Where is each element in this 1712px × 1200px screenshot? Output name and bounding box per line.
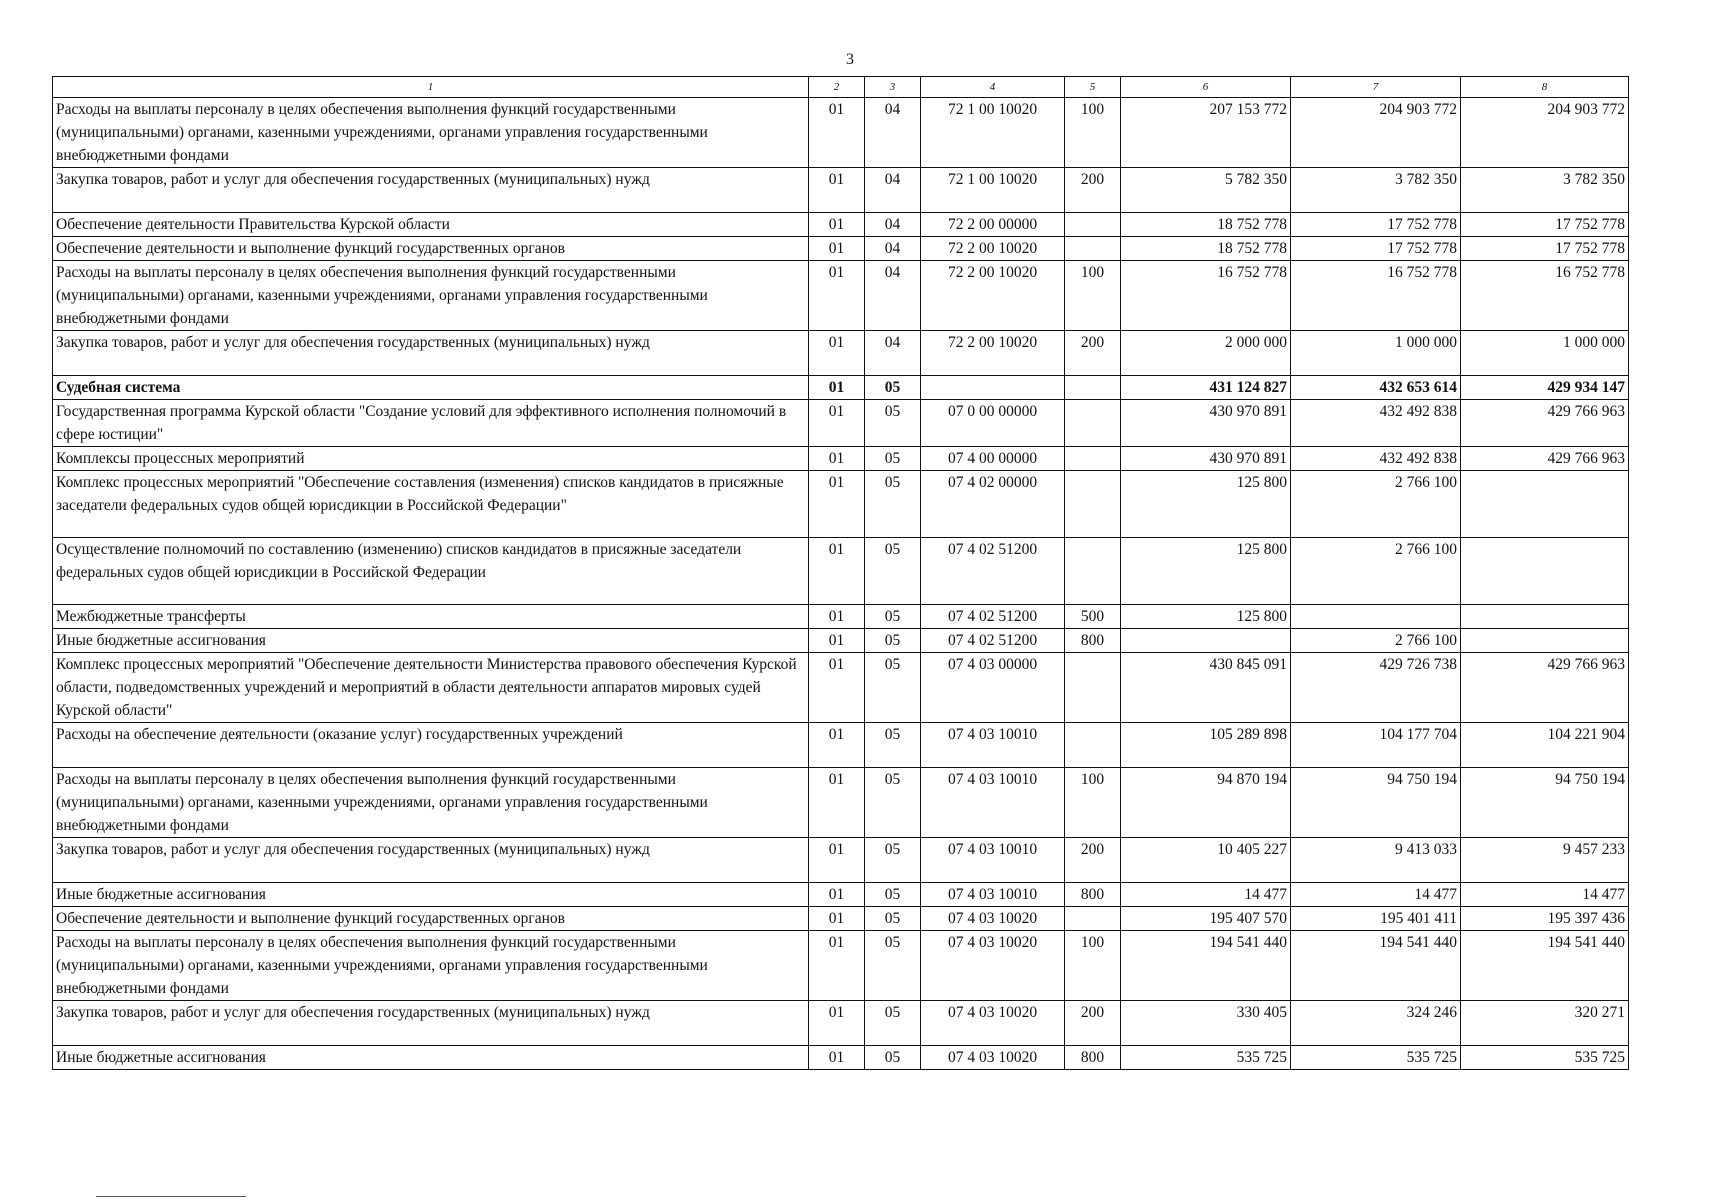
cell-target-article: 07 4 03 10010	[921, 883, 1065, 907]
table-row	[53, 1046, 1629, 1070]
cell-subsection: 05	[865, 1046, 921, 1070]
cell-amount-year-3: 1 000 000	[1461, 331, 1629, 376]
cell-section: 01	[809, 237, 865, 261]
cell-section: 01	[809, 98, 865, 168]
table-row	[53, 376, 1629, 400]
cell-amount-year-2: 195 401 411	[1291, 907, 1461, 931]
cell-section: 01	[809, 605, 865, 629]
cell-amount-year-3: 17 752 778	[1461, 213, 1629, 237]
cell-subsection: 04	[865, 331, 921, 376]
cell-amount-year-2: 194 541 440	[1291, 931, 1461, 1001]
header-col-6: 6	[1121, 77, 1291, 98]
cell-amount-year-3: 429 766 963	[1461, 400, 1629, 447]
cell-target-article: 07 4 03 10020	[921, 907, 1065, 931]
cell-subsection: 05	[865, 723, 921, 768]
header-col-2: 2	[809, 77, 865, 98]
cell-target-article: 07 4 03 10010	[921, 723, 1065, 768]
cell-subsection: 05	[865, 768, 921, 838]
cell-expense-type	[1065, 447, 1121, 471]
cell-amount-year-1	[1121, 629, 1291, 653]
cell-name: Обеспечение деятельности Правительства Курской области	[53, 213, 809, 237]
cell-amount-year-3: 195 397 436	[1461, 907, 1629, 931]
table-row	[53, 98, 1629, 168]
cell-subsection: 05	[865, 907, 921, 931]
cell-amount-year-1: 430 970 891	[1121, 400, 1291, 447]
cell-amount-year-2: 17 752 778	[1291, 213, 1461, 237]
cell-name: Расходы на выплаты персоналу в целях обеспечения выполнения функций государственными (муниципальными) органами, казенными учреждениями, органами управления государственными внебюджетными фондами	[53, 768, 809, 838]
cell-name: Обеспечение деятельности и выполнение функций государственных органов	[53, 237, 809, 261]
table-row	[53, 471, 1629, 538]
cell-section: 01	[809, 1046, 865, 1070]
table-body	[53, 98, 1629, 1070]
table-row	[53, 768, 1629, 838]
cell-name: Закупка товаров, работ и услуг для обеспечения государственных (муниципальных) нужд	[53, 838, 809, 883]
cell-amount-year-3: 14 477	[1461, 883, 1629, 907]
cell-target-article: 07 4 02 51200	[921, 605, 1065, 629]
cell-amount-year-2: 2 766 100	[1291, 538, 1461, 605]
cell-amount-year-2: 432 492 838	[1291, 400, 1461, 447]
cell-section: 01	[809, 538, 865, 605]
cell-amount-year-3: 320 271	[1461, 1001, 1629, 1046]
cell-subsection: 05	[865, 931, 921, 1001]
cell-subsection: 04	[865, 98, 921, 168]
cell-amount-year-1: 430 845 091	[1121, 653, 1291, 723]
cell-section: 01	[809, 907, 865, 931]
cell-amount-year-1: 16 752 778	[1121, 261, 1291, 331]
cell-amount-year-1: 2 000 000	[1121, 331, 1291, 376]
cell-amount-year-2: 429 726 738	[1291, 653, 1461, 723]
cell-amount-year-1: 14 477	[1121, 883, 1291, 907]
cell-name: Комплекс процессных мероприятий "Обеспечение составления (изменения) списков кандидатов в присяжные заседатели федеральных судов общей юрисдикции в Российской Федерации"	[53, 471, 809, 538]
cell-amount-year-2: 204 903 772	[1291, 98, 1461, 168]
header-col-7: 7	[1291, 77, 1461, 98]
cell-amount-year-3	[1461, 538, 1629, 605]
cell-amount-year-1: 195 407 570	[1121, 907, 1291, 931]
cell-section: 01	[809, 400, 865, 447]
cell-target-article: 07 4 03 10020	[921, 1001, 1065, 1046]
cell-amount-year-1: 105 289 898	[1121, 723, 1291, 768]
cell-amount-year-2: 94 750 194	[1291, 768, 1461, 838]
cell-section: 01	[809, 653, 865, 723]
cell-name: Обеспечение деятельности и выполнение функций государственных органов	[53, 907, 809, 931]
cell-name: Иные бюджетные ассигнования	[53, 1046, 809, 1070]
cell-amount-year-2: 2 766 100	[1291, 629, 1461, 653]
cell-section: 01	[809, 838, 865, 883]
cell-target-article: 07 4 00 00000	[921, 447, 1065, 471]
cell-amount-year-3	[1461, 605, 1629, 629]
cell-amount-year-3: 104 221 904	[1461, 723, 1629, 768]
cell-amount-year-2	[1291, 605, 1461, 629]
cell-target-article: 72 1 00 10020	[921, 168, 1065, 213]
cell-amount-year-2: 324 246	[1291, 1001, 1461, 1046]
page-number: 3	[846, 51, 854, 68]
table-row	[53, 605, 1629, 629]
table-row	[53, 1001, 1629, 1046]
cell-amount-year-1: 18 752 778	[1121, 213, 1291, 237]
cell-subsection: 05	[865, 538, 921, 605]
cell-target-article: 72 2 00 10020	[921, 331, 1065, 376]
cell-target-article: 72 2 00 10020	[921, 237, 1065, 261]
cell-subsection: 05	[865, 653, 921, 723]
cell-name: Расходы на выплаты персоналу в целях обеспечения выполнения функций государственными (муниципальными) органами, казенными учреждениями, органами управления государственными внебюджетными фондами	[53, 261, 809, 331]
cell-expense-type	[1065, 213, 1121, 237]
cell-amount-year-2: 432 492 838	[1291, 447, 1461, 471]
table-row	[53, 931, 1629, 1001]
cell-target-article: 07 4 03 10020	[921, 1046, 1065, 1070]
header-col-3: 3	[865, 77, 921, 98]
cell-amount-year-3	[1461, 471, 1629, 538]
cell-target-article: 07 4 03 10010	[921, 768, 1065, 838]
table-row	[53, 838, 1629, 883]
table-row	[53, 168, 1629, 213]
cell-amount-year-2: 14 477	[1291, 883, 1461, 907]
cell-amount-year-2: 535 725	[1291, 1046, 1461, 1070]
cell-amount-year-3: 429 766 963	[1461, 653, 1629, 723]
cell-expense-type: 800	[1065, 883, 1121, 907]
cell-name: Закупка товаров, работ и услуг для обеспечения государственных (муниципальных) нужд	[53, 1001, 809, 1046]
cell-expense-type: 100	[1065, 261, 1121, 331]
cell-section: 01	[809, 376, 865, 400]
cell-amount-year-3: 94 750 194	[1461, 768, 1629, 838]
budget-table	[52, 76, 1629, 1070]
cell-name: Расходы на выплаты персоналу в целях обеспечения выполнения функций государственными (муниципальными) органами, казенными учреждениями, органами управления государственными внебюджетными фондами	[53, 98, 809, 168]
cell-amount-year-2: 2 766 100	[1291, 471, 1461, 538]
cell-amount-year-3: 429 934 147	[1461, 376, 1629, 400]
header-row	[53, 77, 1629, 98]
cell-amount-year-1: 430 970 891	[1121, 447, 1291, 471]
cell-name: Расходы на обеспечение деятельности (оказание услуг) государственных учреждений	[53, 723, 809, 768]
cell-amount-year-1: 18 752 778	[1121, 237, 1291, 261]
cell-expense-type	[1065, 723, 1121, 768]
cell-name: Иные бюджетные ассигнования	[53, 629, 809, 653]
cell-amount-year-2: 1 000 000	[1291, 331, 1461, 376]
cell-amount-year-3: 9 457 233	[1461, 838, 1629, 883]
cell-expense-type: 800	[1065, 629, 1121, 653]
cell-section: 01	[809, 447, 865, 471]
cell-expense-type: 100	[1065, 98, 1121, 168]
cell-target-article: 07 4 03 10020	[921, 931, 1065, 1001]
cell-section: 01	[809, 768, 865, 838]
cell-section: 01	[809, 213, 865, 237]
cell-amount-year-2: 17 752 778	[1291, 237, 1461, 261]
cell-expense-type	[1065, 653, 1121, 723]
cell-subsection: 04	[865, 261, 921, 331]
cell-name: Комплекс процессных мероприятий "Обеспечение деятельности Министерства правового обеспечения Курской области, подведомственных учреждений и мероприятий в области деятельности аппаратов мировых судей Курской области"	[53, 653, 809, 723]
header-col-1: 1	[53, 77, 809, 98]
cell-name: Межбюджетные трансферты	[53, 605, 809, 629]
table-row	[53, 629, 1629, 653]
cell-section: 01	[809, 331, 865, 376]
cell-target-article: 07 0 00 00000	[921, 400, 1065, 447]
cell-expense-type: 100	[1065, 768, 1121, 838]
cell-expense-type: 200	[1065, 1001, 1121, 1046]
table-row	[53, 213, 1629, 237]
cell-section: 01	[809, 931, 865, 1001]
cell-subsection: 05	[865, 376, 921, 400]
cell-name: Иные бюджетные ассигнования	[53, 883, 809, 907]
cell-amount-year-2: 104 177 704	[1291, 723, 1461, 768]
cell-amount-year-3: 194 541 440	[1461, 931, 1629, 1001]
cell-subsection: 05	[865, 838, 921, 883]
cell-subsection: 04	[865, 168, 921, 213]
cell-expense-type	[1065, 237, 1121, 261]
table-row	[53, 447, 1629, 471]
cell-amount-year-1: 535 725	[1121, 1046, 1291, 1070]
cell-name: Судебная система	[53, 376, 809, 400]
cell-expense-type: 500	[1065, 605, 1121, 629]
cell-amount-year-1: 431 124 827	[1121, 376, 1291, 400]
cell-expense-type	[1065, 400, 1121, 447]
cell-amount-year-1: 330 405	[1121, 1001, 1291, 1046]
cell-amount-year-3: 535 725	[1461, 1046, 1629, 1070]
cell-subsection: 05	[865, 1001, 921, 1046]
table-row	[53, 883, 1629, 907]
cell-amount-year-1: 5 782 350	[1121, 168, 1291, 213]
cell-subsection: 05	[865, 883, 921, 907]
header-col-4: 4	[921, 77, 1065, 98]
cell-target-article: 72 2 00 00000	[921, 213, 1065, 237]
cell-section: 01	[809, 629, 865, 653]
cell-amount-year-2: 9 413 033	[1291, 838, 1461, 883]
cell-expense-type	[1065, 376, 1121, 400]
table-row	[53, 723, 1629, 768]
footer-rule	[96, 1196, 246, 1197]
cell-amount-year-1: 10 405 227	[1121, 838, 1291, 883]
cell-section: 01	[809, 723, 865, 768]
cell-amount-year-3: 17 752 778	[1461, 237, 1629, 261]
cell-amount-year-1: 94 870 194	[1121, 768, 1291, 838]
table-row	[53, 237, 1629, 261]
cell-amount-year-3: 429 766 963	[1461, 447, 1629, 471]
cell-subsection: 04	[865, 237, 921, 261]
cell-amount-year-3: 204 903 772	[1461, 98, 1629, 168]
cell-target-article: 07 4 03 10010	[921, 838, 1065, 883]
cell-subsection: 05	[865, 447, 921, 471]
cell-amount-year-1: 207 153 772	[1121, 98, 1291, 168]
table-row	[53, 261, 1629, 331]
cell-target-article: 07 4 02 51200	[921, 629, 1065, 653]
table-row	[53, 400, 1629, 447]
cell-amount-year-2: 3 782 350	[1291, 168, 1461, 213]
cell-section: 01	[809, 1001, 865, 1046]
cell-subsection: 04	[865, 213, 921, 237]
cell-subsection: 05	[865, 629, 921, 653]
cell-subsection: 05	[865, 471, 921, 538]
cell-expense-type: 200	[1065, 331, 1121, 376]
cell-name: Осуществление полномочий по составлению (изменению) списков кандидатов в присяжные заседатели федеральных судов общей юрисдикции в Российской Федерации	[53, 538, 809, 605]
cell-name: Комплексы процессных мероприятий	[53, 447, 809, 471]
table-row	[53, 653, 1629, 723]
cell-subsection: 05	[865, 400, 921, 447]
cell-subsection: 05	[865, 605, 921, 629]
cell-target-article	[921, 376, 1065, 400]
cell-name: Закупка товаров, работ и услуг для обеспечения государственных (муниципальных) нужд	[53, 331, 809, 376]
cell-expense-type	[1065, 907, 1121, 931]
cell-expense-type: 100	[1065, 931, 1121, 1001]
cell-target-article: 07 4 02 51200	[921, 538, 1065, 605]
cell-section: 01	[809, 261, 865, 331]
cell-amount-year-3: 3 782 350	[1461, 168, 1629, 213]
cell-target-article: 72 1 00 10020	[921, 98, 1065, 168]
cell-expense-type	[1065, 471, 1121, 538]
cell-amount-year-1: 125 800	[1121, 538, 1291, 605]
cell-amount-year-2: 16 752 778	[1291, 261, 1461, 331]
header-col-8: 8	[1461, 77, 1629, 98]
cell-expense-type: 800	[1065, 1046, 1121, 1070]
cell-expense-type	[1065, 538, 1121, 605]
cell-target-article: 07 4 02 00000	[921, 471, 1065, 538]
cell-expense-type: 200	[1065, 168, 1121, 213]
cell-amount-year-1: 125 800	[1121, 605, 1291, 629]
cell-name: Расходы на выплаты персоналу в целях обеспечения выполнения функций государственными (муниципальными) органами, казенными учреждениями, органами управления государственными внебюджетными фондами	[53, 931, 809, 1001]
cell-name: Закупка товаров, работ и услуг для обеспечения государственных (муниципальных) нужд	[53, 168, 809, 213]
cell-section: 01	[809, 168, 865, 213]
header-col-5: 5	[1065, 77, 1121, 98]
cell-target-article: 72 2 00 10020	[921, 261, 1065, 331]
cell-name: Государственная программа Курской области "Создание условий для эффективного исполнения полномочий в сфере юстиции"	[53, 400, 809, 447]
cell-amount-year-1: 125 800	[1121, 471, 1291, 538]
cell-section: 01	[809, 883, 865, 907]
table-row	[53, 907, 1629, 931]
cell-amount-year-1: 194 541 440	[1121, 931, 1291, 1001]
table-row	[53, 538, 1629, 605]
cell-amount-year-3	[1461, 629, 1629, 653]
cell-section: 01	[809, 471, 865, 538]
cell-amount-year-2: 432 653 614	[1291, 376, 1461, 400]
cell-expense-type: 200	[1065, 838, 1121, 883]
cell-target-article: 07 4 03 00000	[921, 653, 1065, 723]
table-row	[53, 331, 1629, 376]
cell-amount-year-3: 16 752 778	[1461, 261, 1629, 331]
